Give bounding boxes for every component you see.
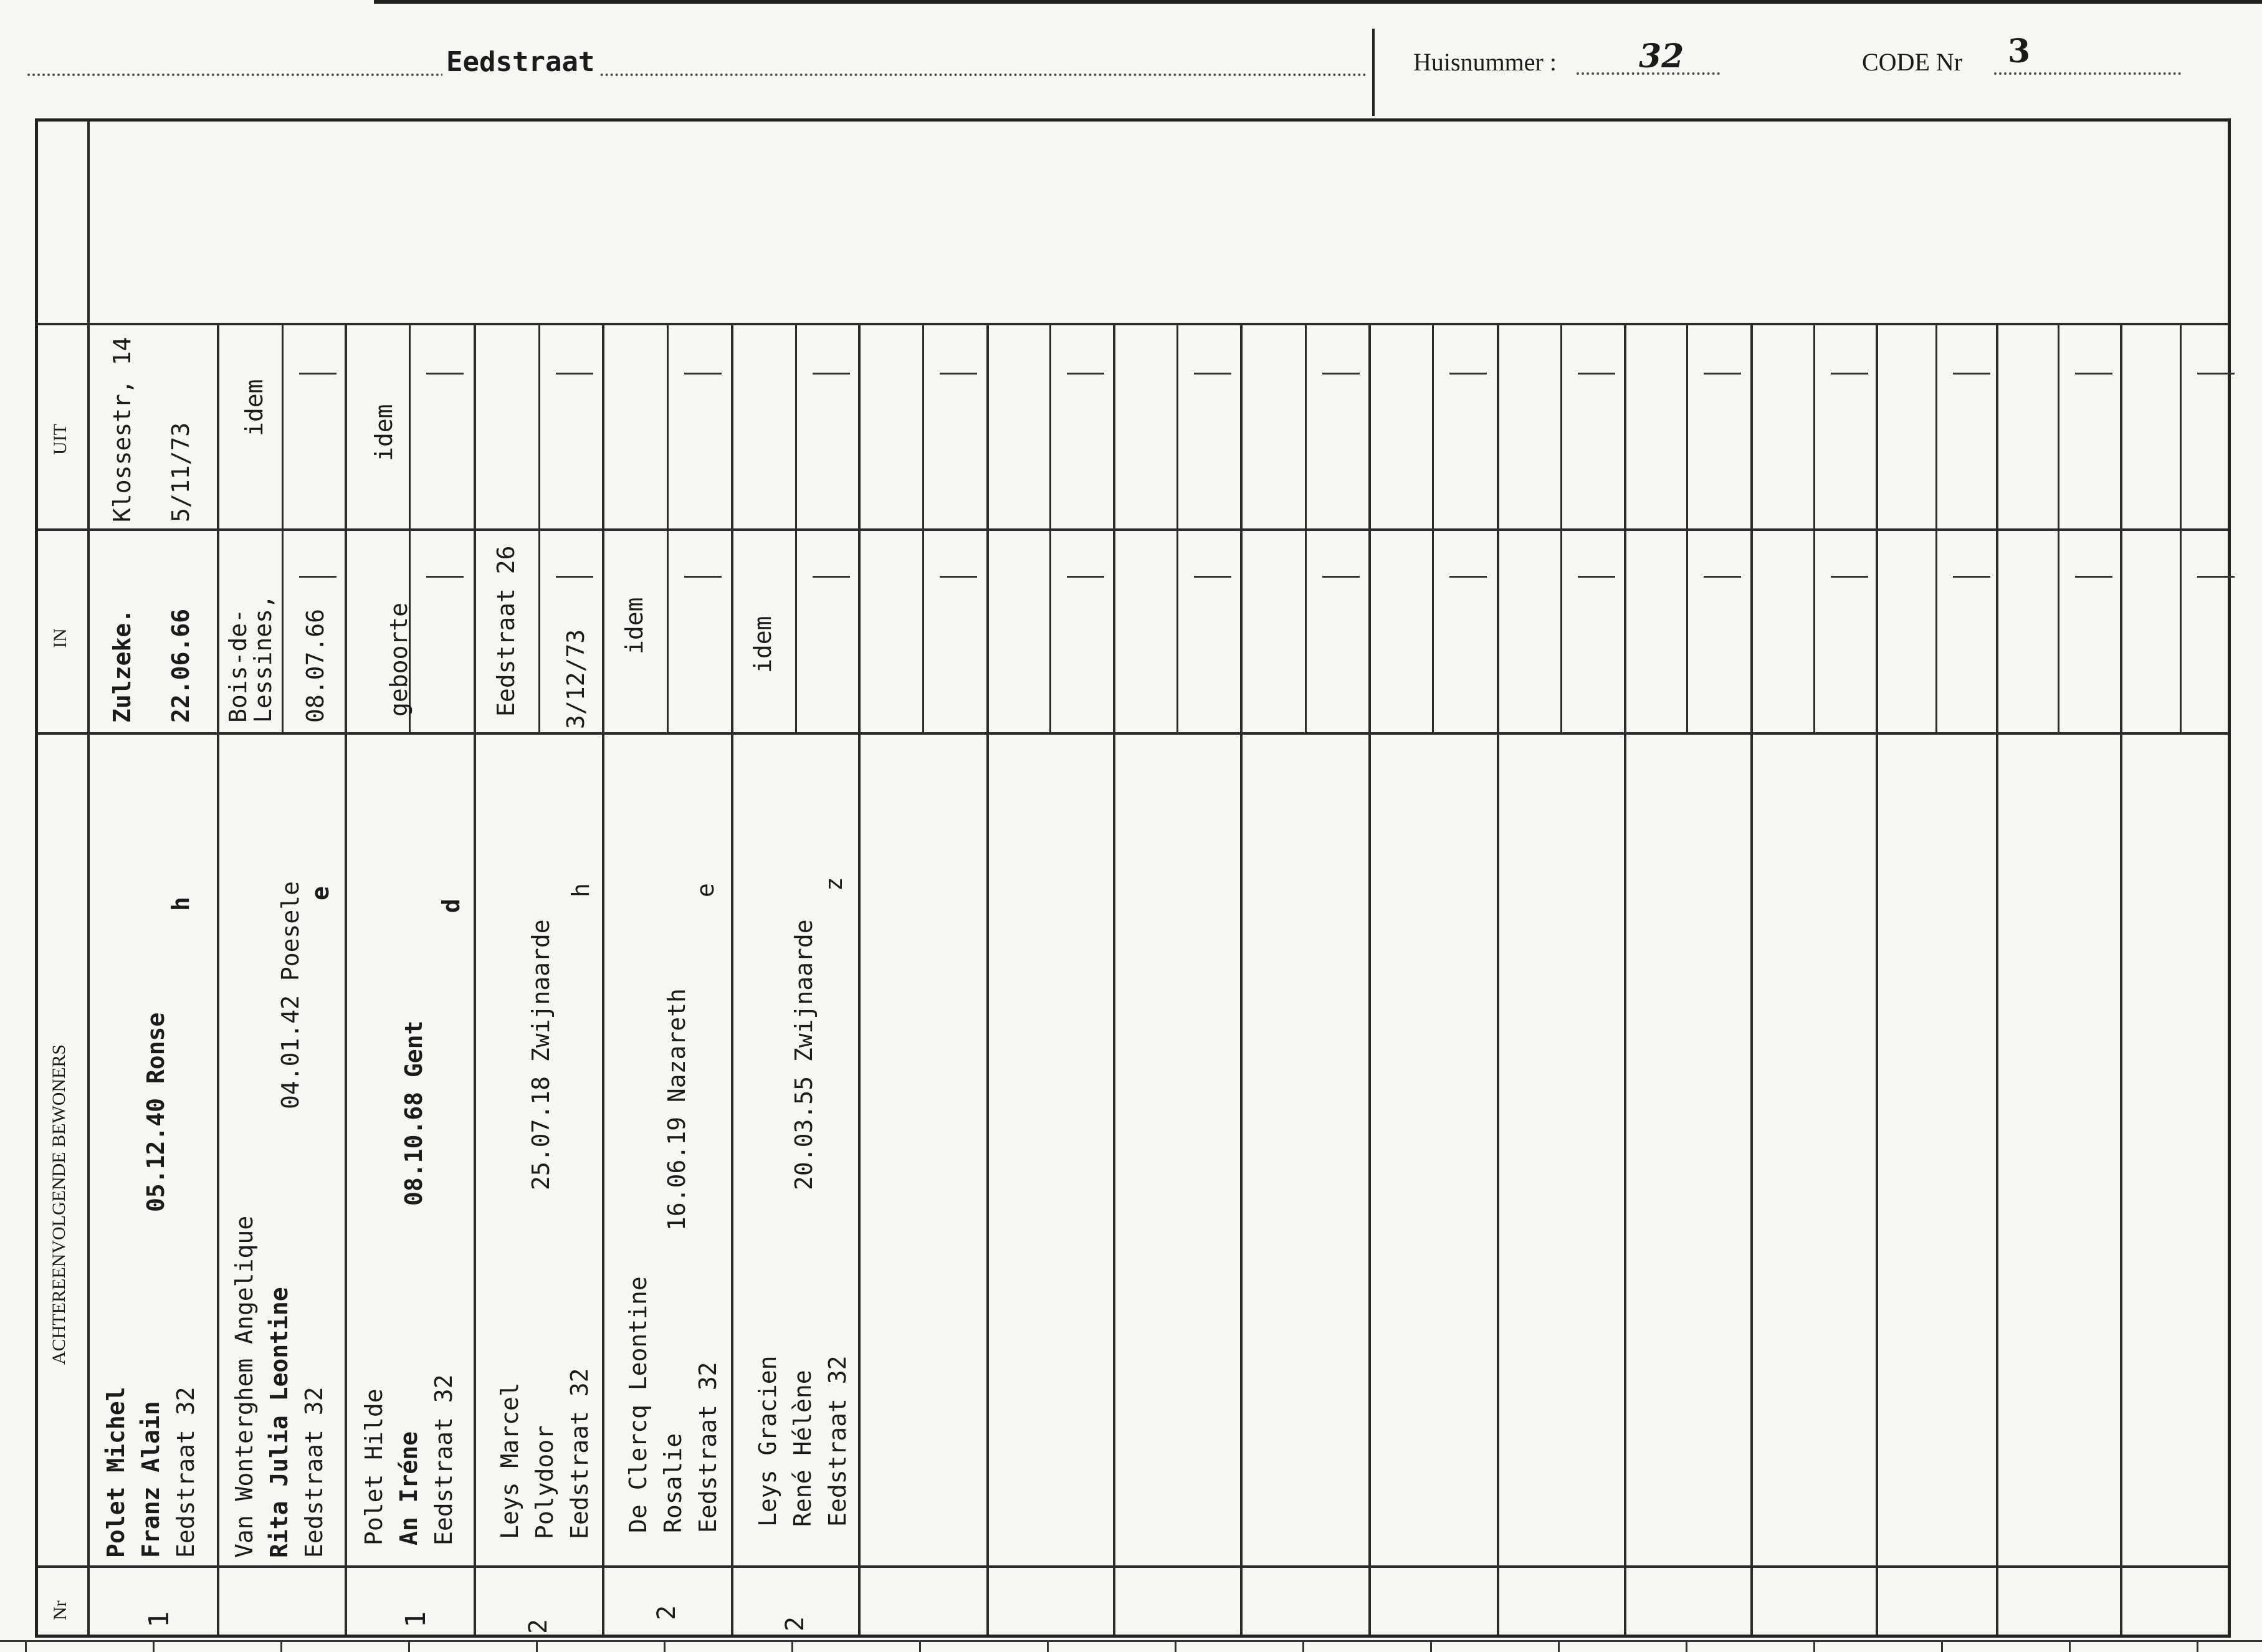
- column-divider: [731, 324, 733, 1635]
- resident-uit-place: idem: [241, 379, 268, 436]
- empty-cell-dash: [684, 373, 722, 375]
- empty-cell-dash: [1449, 576, 1487, 578]
- resident-household-mark: h: [167, 897, 194, 911]
- huisnummer-label: Huisnummer :: [1413, 48, 1557, 76]
- resident-address: Eedstraat 32: [694, 1362, 722, 1533]
- empty-cell-dash: [813, 373, 850, 375]
- empty-cell-dash: [2197, 373, 2235, 375]
- resident-in-place: Zulzeke.: [108, 608, 136, 723]
- empty-cell-dash: [1322, 576, 1360, 578]
- resident-address: Eedstraat 32: [430, 1374, 457, 1545]
- empty-cell-dash: [2075, 373, 2112, 375]
- empty-cell-dash: [426, 373, 464, 375]
- empty-cell-dash: [299, 373, 336, 375]
- resident-household-mark: z: [820, 877, 847, 891]
- column-divider: [1750, 324, 1753, 1635]
- column-divider: [2120, 324, 2122, 1635]
- resident-name-line2: Franz Alain: [137, 1401, 165, 1558]
- resident-name-line1: Van Wonterghem Angelique: [231, 1215, 258, 1558]
- column-divider: [1240, 324, 1243, 1635]
- resident-names: [750, 1355, 855, 1527]
- uit-column-label: UIT: [50, 424, 70, 455]
- column-divider: [986, 324, 989, 1635]
- resident-name-line2: Polydoor: [531, 1425, 558, 1539]
- sub-column-divider: [667, 324, 669, 733]
- resident-in-place: geboorte: [385, 602, 413, 717]
- sub-column-divider: [1432, 324, 1434, 733]
- sub-column-divider: [538, 324, 540, 733]
- resident-names: [98, 1387, 203, 1558]
- uit-top-line: [37, 323, 2228, 325]
- resident-nr: 2: [524, 1618, 553, 1634]
- column-divider: [345, 324, 347, 1635]
- resident-in-place: idem: [749, 616, 776, 673]
- resident-name-line1: Polet Hilde: [360, 1388, 388, 1545]
- column-divider: [1624, 324, 1626, 1635]
- resident-birth: 20.03.55 Zwijnaarde: [790, 919, 818, 1190]
- street-dotted-line: [27, 74, 1367, 76]
- street-name: Eedstraat: [442, 46, 598, 78]
- resident-names: [356, 1374, 461, 1545]
- bottom-rule: [0, 1640, 2262, 1642]
- empty-cell-dash: [1831, 576, 1868, 578]
- header-separator: [1372, 29, 1375, 116]
- resident-household-mark: e: [692, 883, 719, 897]
- empty-cell-dash: [813, 576, 850, 578]
- resident-in-date: 3/12/73: [562, 629, 589, 729]
- bewoners-top-line: [37, 732, 2228, 735]
- sub-column-divider: [1305, 324, 1307, 733]
- resident-birth: 04.01.42 Poesele: [277, 881, 304, 1109]
- sub-column-divider: [922, 324, 924, 733]
- resident-name-line1: Leys Gracien: [754, 1355, 781, 1527]
- huisnummer-value: 32: [1639, 37, 1684, 75]
- empty-cell-dash: [299, 576, 336, 578]
- resident-address: Eedstraat 32: [300, 1387, 328, 1558]
- resident-name-line2: Rita Julia Leontine: [265, 1287, 293, 1558]
- empty-cell-dash: [1831, 373, 1868, 375]
- resident-in-place: Eedstraat 26: [492, 545, 520, 717]
- resident-household-mark: d: [437, 899, 465, 913]
- column-divider: [858, 324, 861, 1635]
- empty-cell-dash: [1578, 373, 1615, 375]
- column-divider: [217, 324, 219, 1635]
- sub-column-divider: [795, 324, 797, 733]
- resident-address: Eedstraat 32: [172, 1387, 199, 1558]
- empty-cell-dash: [2197, 576, 2235, 578]
- resident-uit-place: Klossestr, 14: [108, 337, 136, 522]
- resident-address: Eedstraat 32: [566, 1368, 593, 1539]
- resident-name-line1: Polet Michel: [102, 1387, 130, 1558]
- resident-in-place: Bois-de-Lessines,: [224, 594, 277, 723]
- column-divider: [1996, 324, 1998, 1635]
- sub-column-divider: [1049, 324, 1051, 733]
- column-divider: [1113, 324, 1115, 1635]
- resident-uit-date: 5/11/73: [167, 422, 194, 522]
- empty-cell-dash: [940, 576, 977, 578]
- empty-cell-dash: [1704, 373, 1741, 375]
- code-dotted-line: [1994, 72, 2181, 75]
- column-divider: [602, 324, 604, 1635]
- in-top-line: [37, 528, 2228, 531]
- sub-column-divider: [1176, 324, 1178, 733]
- resident-household-mark: h: [567, 883, 594, 897]
- sub-column-divider: [1560, 324, 1562, 733]
- resident-address: Eedstraat 32: [824, 1355, 851, 1527]
- empty-cell-dash: [1322, 373, 1360, 375]
- resident-in-date: 08.07.66: [302, 608, 329, 723]
- sub-column-divider: [2180, 324, 2182, 733]
- empty-cell-dash: [940, 373, 977, 375]
- code-value: 3: [2008, 32, 2031, 70]
- resident-birth: 08.10.68 Gent: [400, 1020, 427, 1206]
- column-divider: [474, 324, 476, 1635]
- bottom-edge-ticks: [0, 1638, 2262, 1652]
- resident-name-line2: Rosalie: [659, 1433, 687, 1533]
- empty-cell-dash: [1067, 373, 1104, 375]
- column-divider: [1368, 324, 1371, 1635]
- resident-nr: 1: [400, 1611, 432, 1628]
- resident-in-date: 22.06.66: [167, 608, 194, 723]
- resident-nr: 2: [652, 1605, 681, 1620]
- sub-column-divider: [282, 324, 284, 733]
- bewoners-column-label: ACHTEREENVOLGENDE BEWONERS: [49, 1044, 69, 1365]
- top-rule: [374, 0, 2262, 4]
- code-label: CODE Nr: [1862, 48, 1963, 76]
- resident-name-line1: Leys Marcel: [496, 1382, 523, 1539]
- empty-cell-dash: [1953, 373, 1990, 375]
- empty-cell-dash: [556, 576, 593, 578]
- resident-name-line2: René Hélène: [789, 1370, 816, 1527]
- resident-in-place: idem: [621, 597, 648, 654]
- resident-names: [621, 1276, 725, 1533]
- resident-household-mark: e: [307, 886, 334, 900]
- resident-name-line2: An Iréne: [395, 1431, 422, 1545]
- sub-column-divider: [2058, 324, 2059, 733]
- sub-column-divider: [1813, 324, 1815, 733]
- empty-cell-dash: [1194, 373, 1231, 375]
- resident-names: [492, 1368, 597, 1539]
- sub-column-divider: [1935, 324, 1937, 733]
- in-column-label: IN: [50, 628, 70, 648]
- empty-cell-dash: [1194, 576, 1231, 578]
- empty-cell-dash: [1067, 576, 1104, 578]
- sub-column-divider: [1686, 324, 1688, 733]
- empty-cell-dash: [684, 576, 722, 578]
- resident-name-line1: De Clercq Leontine: [624, 1276, 652, 1533]
- resident-birth: 05.12.40 Ronse: [142, 1012, 169, 1212]
- resident-birth: 25.07.18 Zwijnaarde: [527, 919, 555, 1190]
- empty-cell-dash: [2075, 576, 2112, 578]
- empty-cell-dash: [426, 576, 464, 578]
- resident-uit-place: idem: [370, 404, 398, 461]
- resident-birth: 16.06.19 Nazareth: [663, 988, 690, 1231]
- nr-column-label: Nr: [50, 1600, 70, 1620]
- label-column-divider: [87, 121, 90, 1635]
- nr-top-line: [37, 1565, 2228, 1568]
- empty-cell-dash: [1953, 576, 1990, 578]
- resident-names: [227, 1216, 332, 1558]
- empty-cell-dash: [1449, 373, 1487, 375]
- empty-cell-dash: [1704, 576, 1741, 578]
- column-divider: [1876, 324, 1878, 1635]
- resident-nr: 2: [781, 1616, 809, 1631]
- resident-nr: 1: [143, 1611, 175, 1628]
- column-divider: [1497, 324, 1499, 1635]
- empty-cell-dash: [1578, 576, 1615, 578]
- empty-cell-dash: [556, 373, 593, 375]
